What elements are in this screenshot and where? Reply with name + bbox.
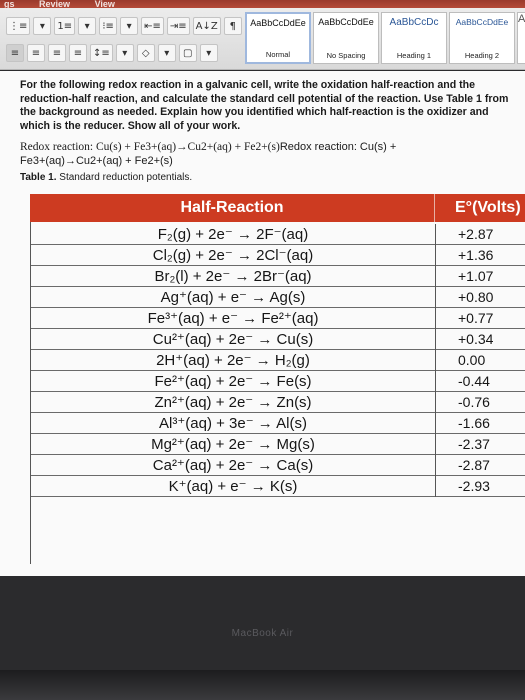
potential-cell: -0.44 [435,371,525,392]
styles-gallery [245,12,525,64]
line-spacing-button[interactable]: ↕≡ [90,44,113,62]
half-reaction-cell: Br₂(l) + 2e⁻ → 2Br⁻(aq) [154,268,312,285]
table-row [31,287,525,308]
potential-cell: +1.36 [435,245,525,266]
half-reaction-cell: Cl₂(g) + 2e⁻ → 2Cl⁻(aq) [152,247,314,264]
bullets-button[interactable]: ⋮≡ [6,17,30,35]
half-reaction-cell: F₂(g) + 2e⁻ → 2F⁻(aq) [157,226,309,243]
style-label: No Spacing [326,51,366,60]
redox-paragraph [20,140,515,168]
potential-cell: +0.77 [435,308,525,329]
reduction-potentials-table [30,194,525,564]
redox-equation-sans-1: Redox reaction: Cu(s) + [279,141,397,153]
table-row [31,371,525,392]
table-row [31,266,525,287]
table-row [31,329,525,350]
half-reaction-cell: Fe³⁺(aq) + e⁻ → Fe²⁺(aq) [147,310,319,327]
potential-cell: +0.80 [435,287,525,308]
potential-cell: -1.66 [435,413,525,434]
style-no-spacing[interactable] [313,12,379,64]
table-row [31,476,525,497]
half-reaction-cell: K⁺(aq) + e⁻ → K(s) [168,478,298,495]
line-spacing-dropdown-icon[interactable]: ▾ [116,44,134,62]
table-row [31,434,525,455]
potential-cell: 0.00 [435,350,525,371]
sort-button[interactable]: A↓Z [193,17,221,35]
justify-button[interactable]: ≡ [69,44,87,62]
table-row [31,350,525,371]
question-paragraph: For the following redox reaction in a galvanic cell, write the oxidation half-reaction and the reduction-half reaction, and calculate the standard cell potential of the reaction. Use Table 1 from the background as needed. Explain how you identified which half-reaction is the oxidizer and which is the reducer. Show all of your work. [20,79,509,132]
table-row [31,224,525,245]
style-heading-1[interactable] [381,12,447,64]
table-body [30,222,525,564]
align-right-button[interactable]: ≡ [48,44,66,62]
align-left-button[interactable]: ≡ [6,44,24,62]
bullets-dropdown-icon[interactable]: ▾ [33,17,51,35]
borders-button[interactable]: ▢ [179,44,197,62]
tab-review[interactable]: Review [39,0,71,8]
tab-gs[interactable]: gs [4,0,15,8]
table-caption [20,172,192,183]
table-row [31,392,525,413]
half-reaction-cell: Al³⁺(aq) + 3e⁻ → Al(s) [159,415,307,432]
align-center-button[interactable]: ≡ [27,44,45,62]
table-header [30,194,525,222]
potential-cell: -2.87 [435,455,525,476]
ribbon-tabs [0,0,200,8]
show-formatting-button[interactable]: ¶ [224,17,242,35]
half-reaction-cell: Mg²⁺(aq) + 2e⁻ → Mg(s) [151,436,315,453]
decrease-indent-button[interactable]: ⇤≡ [141,17,164,35]
style-sample: AaBbCcDdEe [318,17,374,27]
potential-cell: +0.34 [435,329,525,350]
laptop-bezel [0,670,525,700]
table-caption-text: Standard reduction potentials. [56,172,193,183]
increase-indent-button[interactable]: ⇥≡ [167,17,190,35]
style-label: Heading 1 [396,51,432,60]
style-label: Normal [265,50,291,59]
half-reaction-cell: Ag⁺(aq) + e⁻ → Ag(s) [160,289,306,306]
numbering-dropdown-icon[interactable]: ▾ [78,17,96,35]
style-sample: AaBbCcDc [389,17,439,28]
half-reaction-cell: 2H⁺(aq) + 2e⁻ → H₂(g) [156,352,310,369]
document-page[interactable] [0,71,525,576]
potential-cell: -0.76 [435,392,525,413]
tab-view[interactable]: View [94,0,115,8]
header-half-reaction: Half-Reaction [180,199,284,216]
redox-equation-sans-2: Fe3+(aq)→Cu2+(aq) + Fe2+(s) [20,155,173,167]
potential-cell: +2.87 [435,224,525,245]
shading-button[interactable]: ◇ [137,44,155,62]
half-reaction-cell: Zn²⁺(aq) + 2e⁻ → Zn(s) [154,394,312,411]
paragraph-toolbar-row-1 [6,17,242,35]
multilevel-dropdown-icon[interactable]: ▾ [120,17,138,35]
table-row [31,413,525,434]
header-volts: E°(Volts) [434,194,525,222]
potential-cell: -2.37 [435,434,525,455]
table-caption-label: Table 1. [20,172,57,183]
numbering-button[interactable]: 1≡ [54,17,75,35]
potential-cell: -2.93 [435,476,525,497]
table-row [31,308,525,329]
style-heading-2[interactable] [449,12,515,64]
style-sample: AaBbCcDdEe [455,17,509,27]
table-row [31,245,525,266]
table-row [31,455,525,476]
laptop-brand-label: MacBook Air [231,628,294,639]
multilevel-list-button[interactable]: ⁝≡ [99,17,117,35]
half-reaction-cell: Fe²⁺(aq) + 2e⁻ → Fe(s) [154,373,312,390]
half-reaction-cell: Ca²⁺(aq) + 2e⁻ → Ca(s) [152,457,314,474]
styles-more-button[interactable]: A [517,12,525,64]
style-sample: AaBbCcDdEe [250,18,306,28]
style-label: Heading 2 [464,51,500,60]
shading-dropdown-icon[interactable]: ▾ [158,44,176,62]
potential-cell: +1.07 [435,266,525,287]
style-normal[interactable] [245,12,311,64]
redox-equation-serif: Redox reaction: Cu(s) + Fe3+(aq)→Cu2+(aq) + Fe2+(s) [20,141,280,153]
ribbon-toolbar [0,8,525,70]
half-reaction-cell: Cu²⁺(aq) + 2e⁻ → Cu(s) [152,331,314,348]
paragraph-toolbar-row-2 [6,44,218,62]
borders-dropdown-icon[interactable]: ▾ [200,44,218,62]
